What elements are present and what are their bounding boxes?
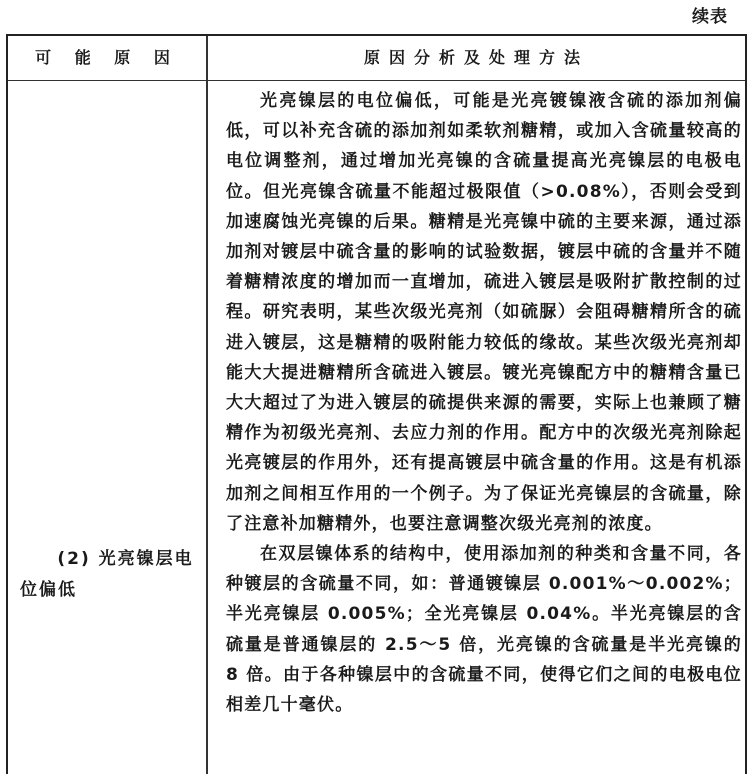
table-header-row [8,36,745,81]
column-divider [206,36,208,774]
analysis-paragraph: 在双层镍体系的结构中，使用添加剂的种类和含量不同，各种镀层的含硫量不同，如：普通镀镍层 0.001%～0.002%；半光亮镍层 0.005%；全光亮镍层 0.04%。半光亮镍层的含硫量是普通镍层的 2.5～5 倍，光亮镍的含硫量是半光亮镍的 8 倍。由于各种镍层中的含硫量不同，使得它们之间的电极电位相差几十毫伏。 [226,544,742,716]
header-possible-cause: 可 能 原 因 [35,48,179,67]
analysis-cell [226,86,742,720]
cause-cell: (2) 光亮镍层电位偏低 [20,549,194,600]
table-continued-caption: 续表 [692,7,728,27]
analysis-paragraph: 光亮镍层的电位偏低，可能是光亮镀镍液含硫的添加剂偏低，可以补充含硫的添加剂如柔软剂糖精，或加入含硫量较高的电位调整剂，通过增加光亮镍的含硫量提高光亮镍层的电极电位。但光亮镍含硫量不能超过极限值（>0.08%），否则会受到加速腐蚀光亮镍的后果。糖精是光亮镍中硫的主要来源，通过添加剂对镀层中硫含量的影响的试验数据，镀层中硫的含量并不随着糖精浓度的增加而一直增加，硫进入镀层是吸附扩散控制的过程。研究表明，某些次级光亮剂（如硫脲）会阻碍糖精所含的硫进入镀层，这是糖精的吸附能力较低的缘故。某些次级光亮剂却能大大提进糖精所含硫进入镀层。镀光亮镍配方中的糖精含量已大大超过了为进入镀层的硫提供来源的需要，实际上也兼顾了糖精作为初级光亮剂、去应力剂的作用。配方中的次级光亮剂除起光亮镀层的作用外，还有提高镀层中硫含量的作用。这是有机添加剂之间相互作用的一个例子。为了保证光亮镍层的含硫量，除了注意补加糖精外，也要注意调整次级光亮剂的浓度。 [226,91,742,534]
header-analysis-method: 原因分析及处理方法 [363,48,589,67]
troubleshooting-table [6,34,747,774]
